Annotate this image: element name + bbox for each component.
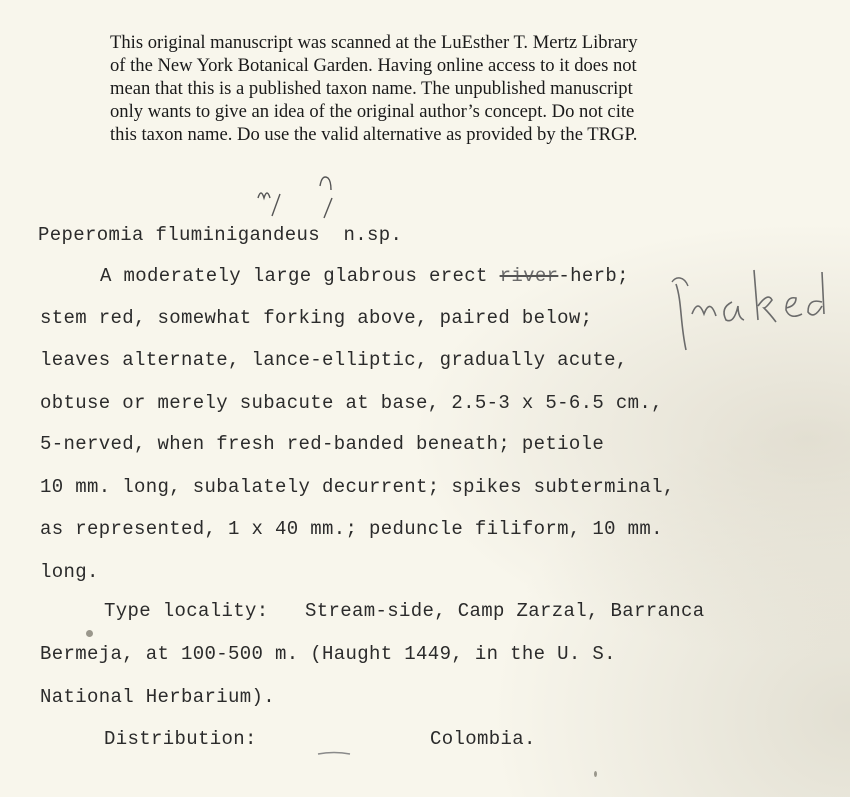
distribution-value: Colombia. — [430, 728, 536, 750]
description-line: 10 mm. long, subalately decurrent; spikes subterminal, — [40, 476, 675, 498]
description-text: -herb; — [558, 265, 629, 287]
paper-speck — [594, 771, 597, 777]
description-line: 5-nerved, when fresh red-banded beneath; petiole — [40, 433, 605, 455]
handwritten-margin-note — [662, 262, 842, 362]
type-locality-line: Bermeja, at 100-500 m. (Haught 1449, in the U. S. — [40, 643, 616, 665]
struck-word: river — [499, 265, 559, 287]
description-line: obtuse or merely subacute at base, 2.5-3 x 5-6.5 cm., — [40, 392, 663, 414]
description-line — [100, 265, 629, 287]
paper-speck — [86, 630, 93, 637]
description-line: leaves alternate, lance-elliptic, gradually acute, — [40, 349, 628, 371]
description-text: A moderately large glabrous erect — [100, 265, 500, 287]
handwritten-insertion-marks — [250, 168, 360, 228]
distribution-label: Distribution: — [104, 728, 257, 750]
description-line: stem red, somewhat forking above, paired below; — [40, 307, 593, 329]
type-locality-label: Type locality: — [104, 600, 269, 622]
species-title: Peperomia fluminigandeus n.sp. — [38, 224, 403, 246]
notice-line: of the New York Botanical Garden. Having online access to it does not — [110, 55, 637, 76]
library-notice — [110, 31, 750, 146]
notice-line: mean that this is a published taxon name. The unpublished manuscript — [110, 78, 633, 99]
type-locality-line: Stream-side, Camp Zarzal, Barranca — [305, 600, 705, 622]
notice-line: This original manuscript was scanned at the LuEsther T. Mertz Library — [110, 32, 638, 53]
description-line: long. — [40, 561, 99, 583]
pencil-dash — [316, 748, 356, 758]
description-line: as represented, 1 x 40 mm.; peduncle filiform, 10 mm. — [40, 518, 663, 540]
notice-line: only wants to give an idea of the original author’s concept. Do not cite — [110, 101, 635, 122]
type-locality-line: National Herbarium). — [40, 686, 276, 708]
notice-line: this taxon name. Do use the valid alternative as provided by the TRGP. — [110, 124, 638, 145]
